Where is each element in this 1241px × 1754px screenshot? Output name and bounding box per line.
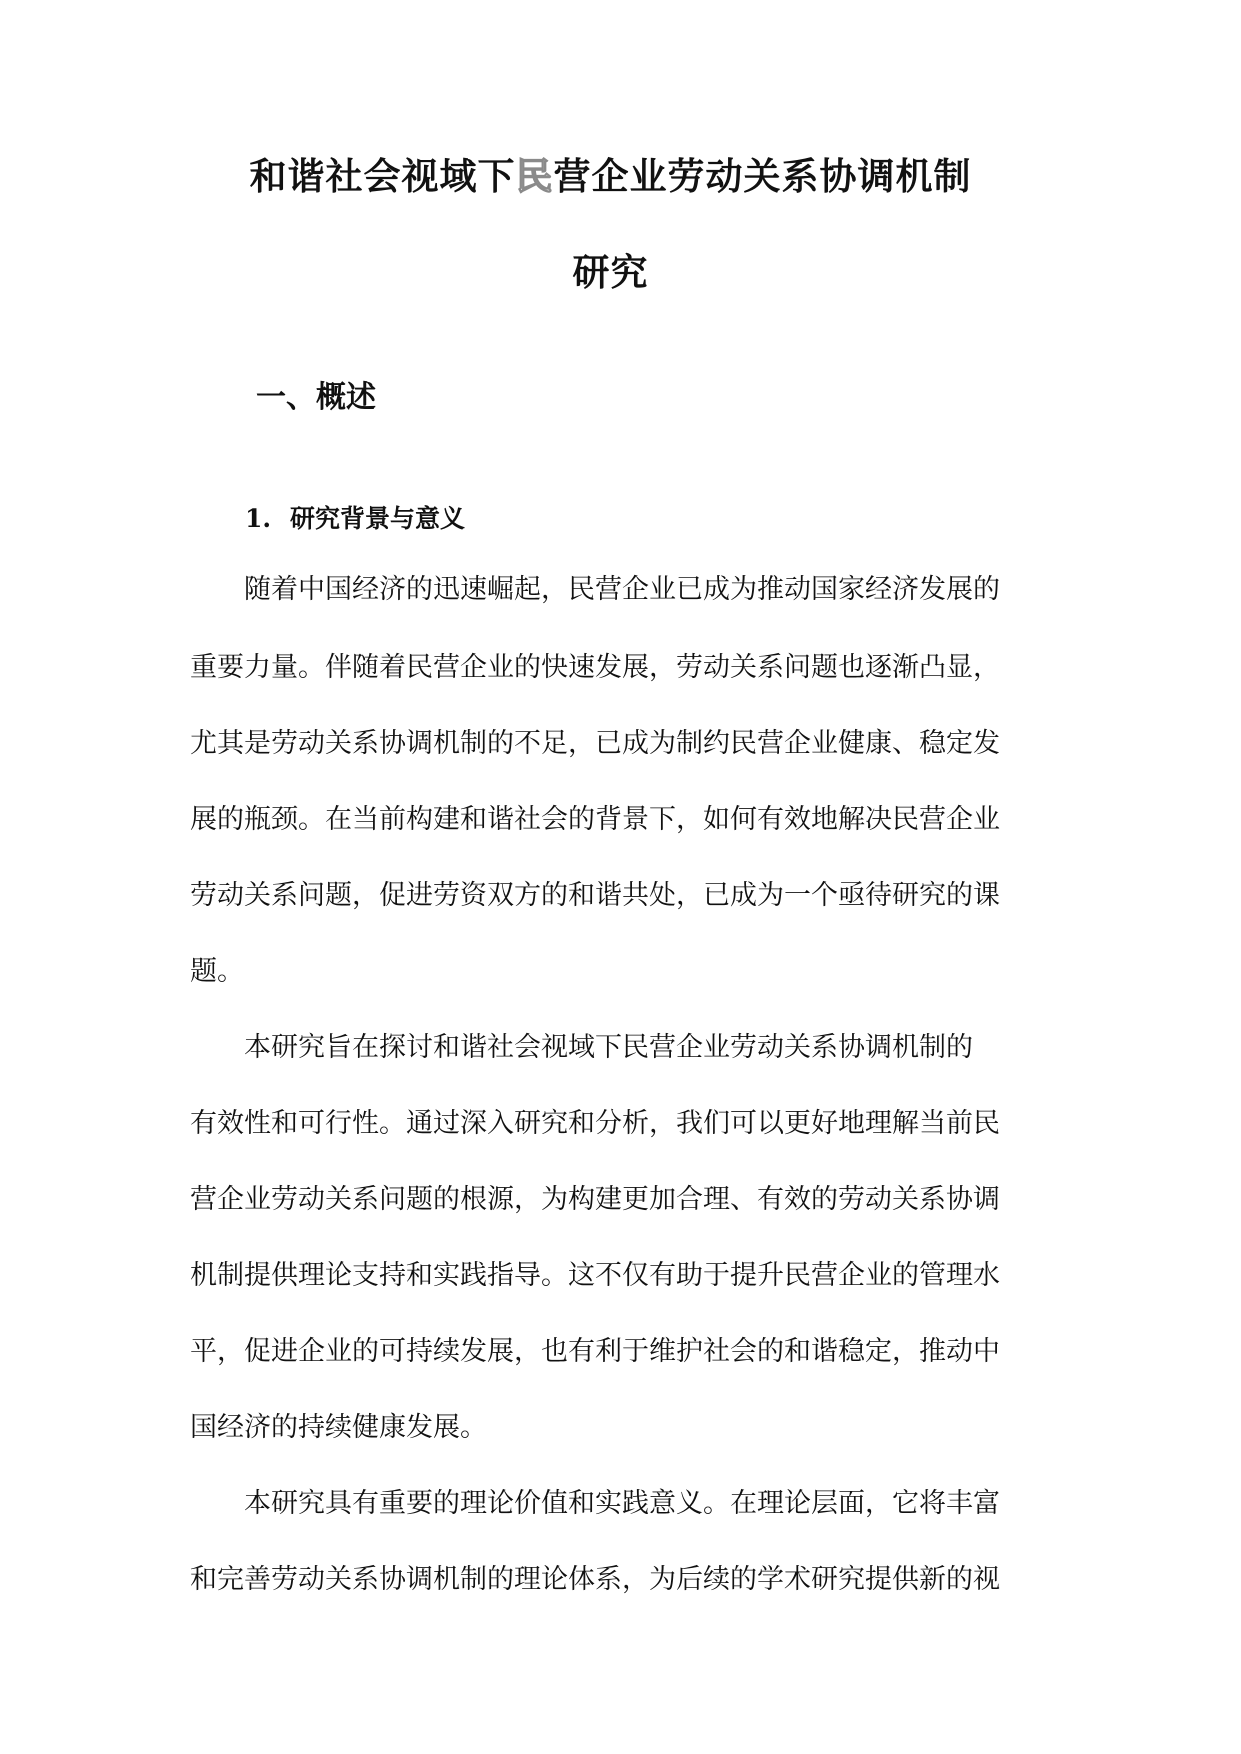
paragraph-2-line-1: 本研究旨在探讨和谐社会视域下民营企业劳动关系协调机制的 [244,1032,973,1063]
title-text-after: 营企业劳动关系协调机制 [553,154,972,198]
paragraph-1-line-5: 劳动关系问题，促进劳资双方的和谐共处，已成为一个亟待研究的课 [190,880,1000,911]
paragraph-2-line-5: 平，促进企业的可持续发展，也有利于维护社会的和谐稳定，推动中 [190,1336,1000,1367]
paragraph-1-line-3: 尤其是劳动关系协调机制的不足，已成为制约民营企业健康、稳定发 [190,728,1000,759]
paragraph-1-line-1: 随着中国经济的迅速崛起，民营企业已成为推动国家经济发展的 [244,574,1000,605]
paragraph-1-line-6: 题。 [190,956,244,987]
document-title-line-2: 研究 [572,250,649,294]
document-title-line-1 [0,152,1231,200]
paragraph-3-line-2: 和完善劳动关系协调机制的理论体系，为后续的学术研究提供新的视 [190,1564,1000,1595]
title-outlined-char: 民 [515,154,554,198]
subsection-heading [245,502,465,536]
paragraph-2-line-3: 营企业劳动关系问题的根源，为构建更加合理、有效的劳动关系协调 [190,1184,1000,1215]
paragraph-1-line-4: 展的瓶颈。在当前构建和谐社会的背景下，如何有效地解决民营企业 [190,804,1000,835]
subsection-title: 研究背景与意义 [290,504,466,533]
paragraph-2-line-4: 机制提供理论支持和实践指导。这不仅有助于提升民营企业的管理水 [190,1260,1000,1291]
paragraph-2-line-2: 有效性和可行性。通过深入研究和分析，我们可以更好地理解当前民 [190,1108,1000,1139]
paragraph-3-line-1: 本研究具有重要的理论价值和实践意义。在理论层面，它将丰富 [244,1488,1000,1519]
paragraph-2-line-6: 国经济的持续健康发展。 [190,1412,487,1443]
paragraph-1-line-2: 重要力量。伴随着民营企业的快速发展，劳动关系问题也逐渐凸显， [190,652,1000,683]
section-heading: 一、概述 [256,380,376,415]
subsection-number: 1. [245,504,272,533]
title-text-before: 和谐社会视域下 [249,154,516,198]
